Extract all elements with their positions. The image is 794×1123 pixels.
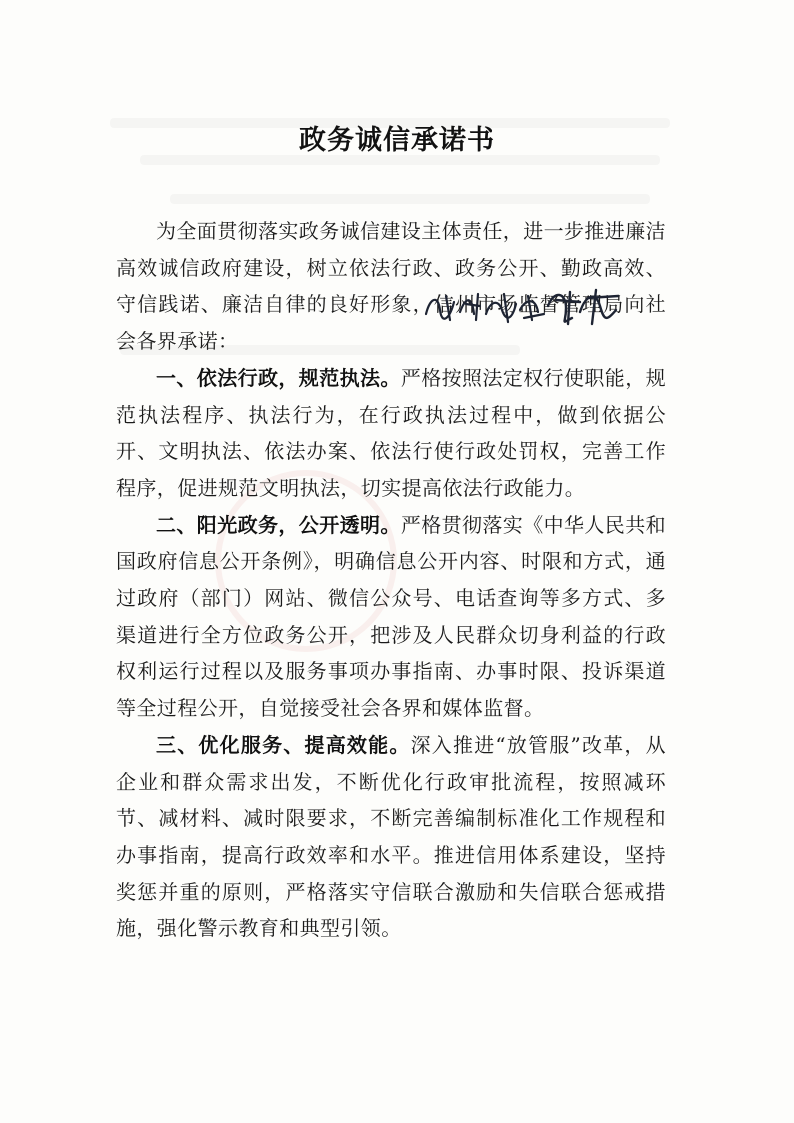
section-text: 严格贯彻落实《中华人民共和国政府信息公开条例》，明确信息公开内容、时限和方式，通过政府（部门）网站、微信公众号、电话查询等多方式、多渠道进行全方位政务公开，把涉及人民群众切身利益的行政权利运行过程以及服务事项办事指南、办事时限、投诉渠道等全过程公开，自觉接受社会各界和媒体监督。: [116, 512, 667, 721]
bleed-line: [170, 194, 650, 204]
document-body: [116, 213, 666, 947]
intro-paragraph: 为全面贯彻落实政务诚信建设主体责任，进一步推进廉洁高效诚信政府建设，树立依法行政、政务公开、勤政高效、守信践诺、廉洁自律的良好形象，信州市场监督管理局向社会各界承诺：: [116, 219, 666, 354]
section-heading: 三、优化服务、提高效能。: [156, 732, 411, 757]
section-heading: 二、阳光政务，公开透明。: [156, 512, 401, 537]
section-paragraph: [116, 727, 666, 947]
section-paragraph: [116, 507, 666, 727]
document-title: 政务诚信承诺书: [299, 125, 495, 156]
section-paragraph: [116, 360, 666, 507]
section-text: 严格按照法定权行使职能，规范执法程序、执法行为，在行政执法过程中，做到依据公开、文明执法、依法办案、依法行使行政处罚权，完善工作程序，促进规范文明执法，切实提高依法行政能力。: [116, 365, 667, 500]
section-heading: 一、依法行政，规范执法。: [156, 365, 401, 390]
section-text: 深入推进“放管服”改革，从企业和群众需求出发，不断优化行政审批流程，按照减环节、减材料、减时限要求，不断完善编制标准化工作规程和办事指南，提高行政效率和水平。推进信用体系建设，坚持奖惩并重的原则，严格落实守信联合激励和失信联合惩戒措施，强化警示教育和典型引领。: [116, 732, 666, 941]
